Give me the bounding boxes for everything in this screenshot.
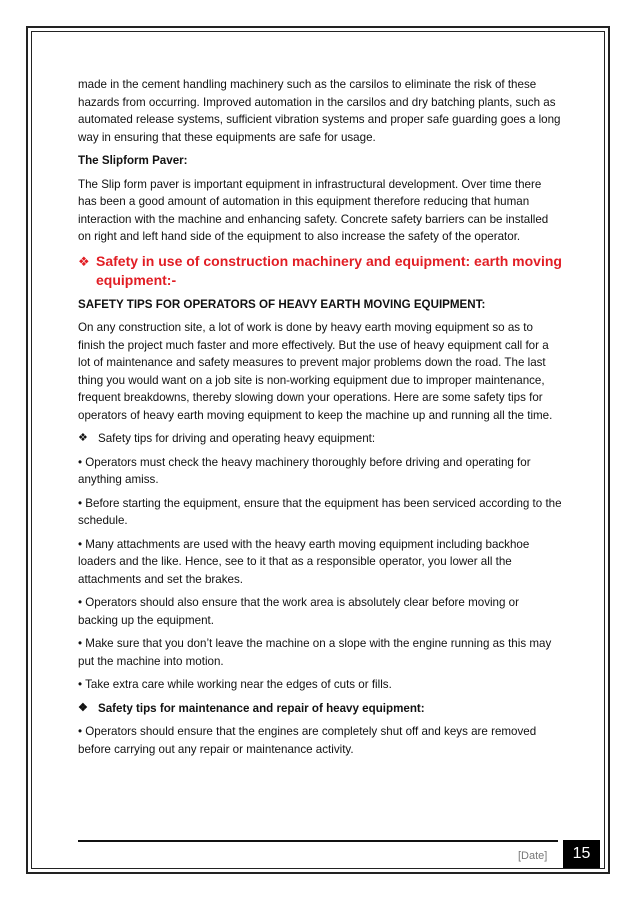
- section-heading-text: Safety in use of construction machinery and equipment: earth moving equipment:-: [96, 252, 562, 288]
- driving-heading: [78, 430, 562, 448]
- maintenance-heading: [78, 700, 562, 718]
- bullet-item: • Before starting the equipment, ensure that the equipment has been serviced according to the schedule.: [78, 496, 562, 527]
- page-number: 15: [563, 840, 600, 868]
- paragraph-earth-moving: On any construction site, a lot of work is done by heavy earth moving equipment so as to finish the project much faster and more effectively. But the use of heavy equipment call for a lot of maintenance and safety measures to prevent major problems down the road. The last thing you would want on a job site is non-working equipment due to improper maintenance, frequent breakdowns, thereby slowing down your operations. Here are some safety tips for operators of heavy earth moving equipment to keep the machine up and running all the time.: [78, 321, 553, 422]
- paragraph-slipform: The Slip form paver is important equipment in infrastructural development. Over time there has been a good amount of automation in this equipment therefore reducing that human interaction with the machine and enhancing safety. Concrete safety barriers can be installed on right and left hand side of the equipment to also increase the safety of the operator.: [78, 177, 549, 243]
- diamond-bullet-icon: ❖: [78, 701, 88, 714]
- diamond-bullet-icon: ❖: [78, 253, 90, 269]
- maintenance-heading-text: Safety tips for maintenance and repair of heavy equipment:: [98, 701, 425, 715]
- section-heading: [78, 252, 562, 290]
- paragraph-maintenance: • Operators should ensure that the engines are completely shut off and keys are removed before carrying out any repair or maintenance activity.: [78, 725, 537, 756]
- bullet-item: • Make sure that you don’t leave the machine on a slope with the engine running as this may put the machine into motion.: [78, 637, 552, 668]
- bullet-item: • Operators should also ensure that the work area is absolutely clear before moving or backing up the equipment.: [78, 596, 519, 627]
- diamond-bullet-icon: ❖: [78, 432, 88, 444]
- slipform-title: The Slipform Paver:: [78, 154, 188, 167]
- operators-subheading: SAFETY TIPS FOR OPERATORS OF HEAVY EARTH MOVING EQUIPMENT:: [78, 297, 486, 311]
- footer-rule: [78, 840, 558, 842]
- page-content: [78, 76, 562, 764]
- driving-heading-text: Safety tips for driving and operating heavy equipment:: [98, 432, 376, 445]
- bullet-item: • Take extra care while working near the edges of cuts or fills.: [78, 678, 392, 691]
- paragraph-carsilos: made in the cement handling machinery such as the carsilos to eliminate the risk of these hazards from occurring. Improved automation in the carsilos and dry batching plants, such as automated release systems, sufficient vibration systems and proper safe guarding goes a long way in ensuring that these equipments are safe for usage.: [78, 78, 561, 144]
- bullet-item: • Operators must check the heavy machinery thoroughly before driving and operating for anything amiss.: [78, 455, 531, 486]
- footer-date: [Date]: [518, 850, 548, 862]
- bullet-item: • Many attachments are used with the heavy earth moving equipment including backhoe loaders and the like. Hence, see to it that as a responsible operator, you lower all the attachments and set the brakes.: [78, 537, 530, 586]
